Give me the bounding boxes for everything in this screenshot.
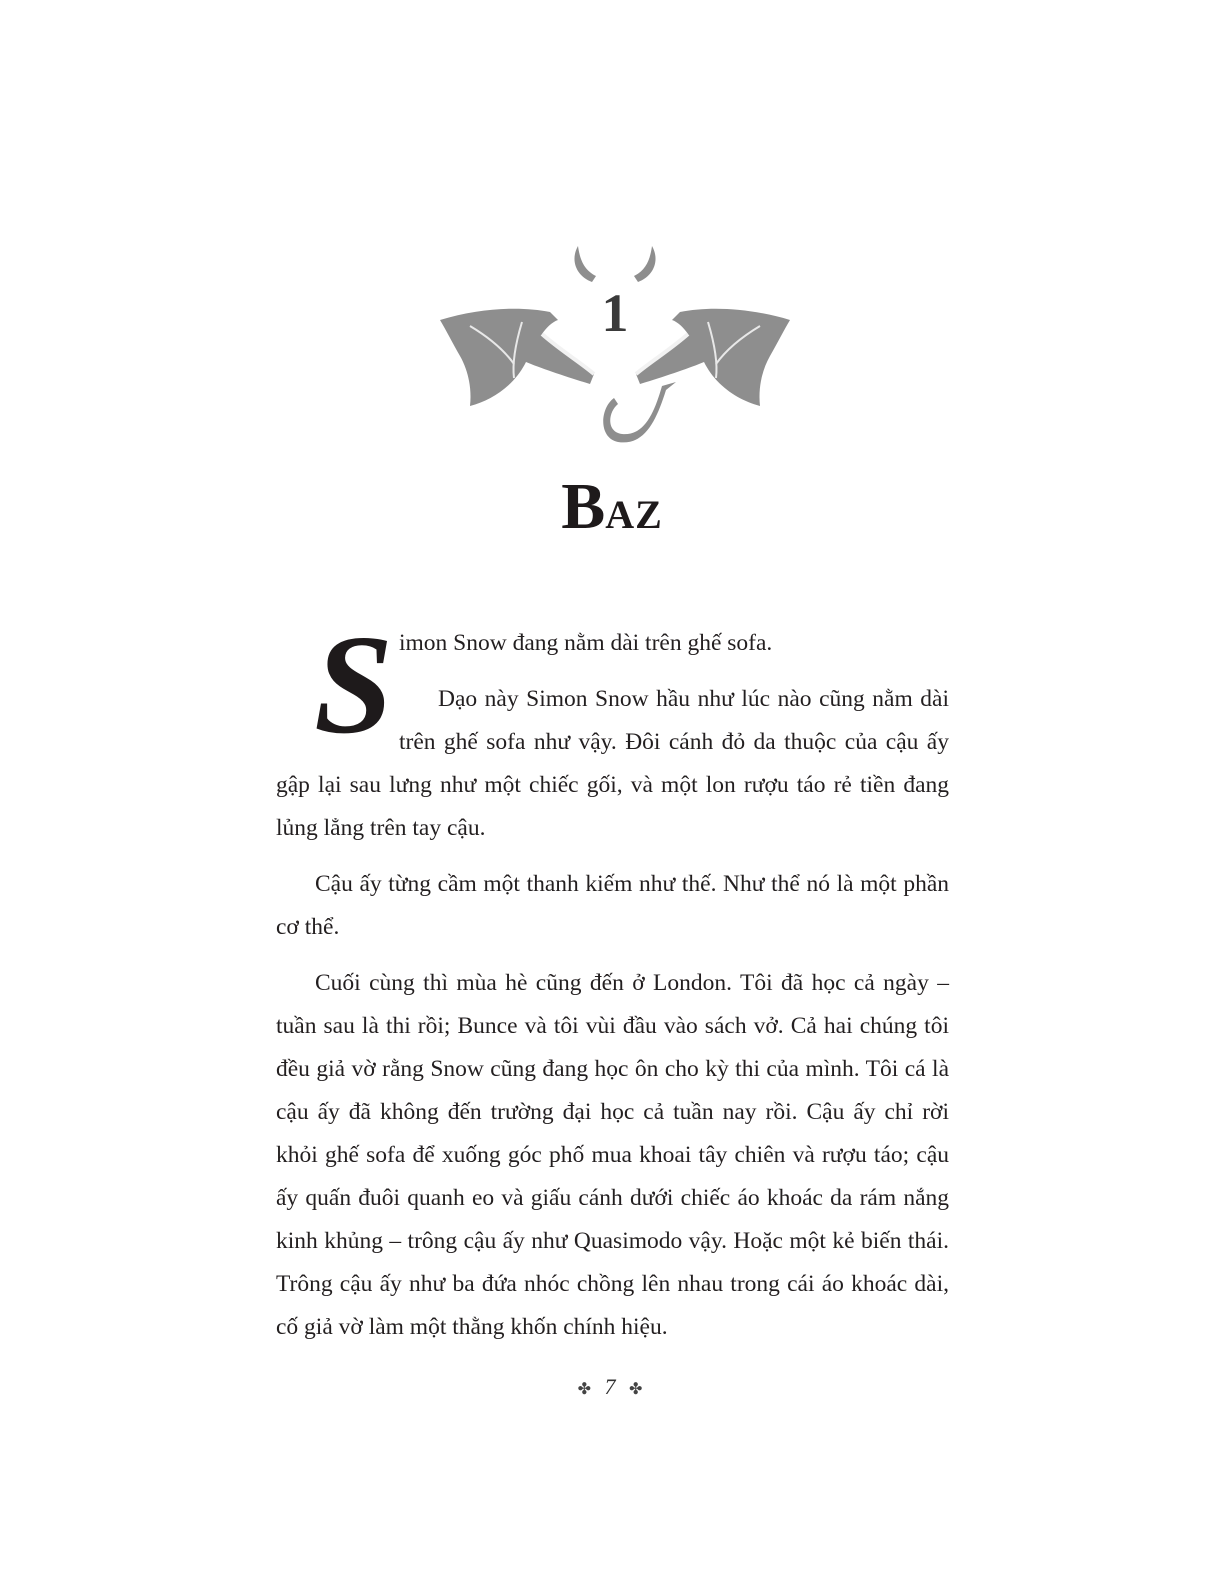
paragraph: Cậu ấy từng cầm một thanh kiếm như thế. Như thể nó là một phần cơ thể. <box>276 871 949 940</box>
chapter-title <box>0 470 1224 543</box>
chapter-title-rest: AZ <box>605 492 663 537</box>
fleuron-right-icon: ✤ <box>629 1381 647 1398</box>
drop-cap: S <box>314 605 393 763</box>
fleuron-left-icon: ✤ <box>577 1381 595 1398</box>
chapter-number: 1 <box>601 283 629 343</box>
devil-wings-icon <box>430 238 800 458</box>
page-number: 7 <box>604 1374 620 1399</box>
chapter-ornament <box>430 238 800 458</box>
paragraph: Cuối cùng thì mùa hè cũng đến ở London. Tôi đã học cả ngày – tuần sau là thi rồi; Bunce và tôi vùi đầu vào sách vở. Cả hai chúng tôi đều giả vờ rằng Snow cũng đang học ôn cho kỳ thi của mình. Tôi cá là cậu ấy đã không đến trường đại học cả tuần nay rồi. Cậu ấy chỉ rời khỏi ghế sofa để xuống góc phố mua khoai tây chiên và rượu táo; cậu ấy quấn đuôi quanh eo và giấu cánh dưới chiếc áo khoác da rám nắng kinh khủng – trông cậu ấy như Quasimodo vậy. Hoặc một kẻ biến thái. Trông cậu ấy như ba đứa nhóc chồng lên nhau trong cái áo khoác dài, cố giả vờ làm một thằng khốn chính hiệu. <box>276 970 949 1340</box>
page-footer <box>0 1374 1224 1400</box>
paragraph: Dạo này Simon Snow hầu như lúc nào cũng nằm dài trên ghế sofa như vậy. Đôi cánh đỏ da thuộc của cậu ấy gập lại sau lưng như một chiếc gối, và một lon rượu táo rẻ tiền đang lủng lẳng trên tay cậu. <box>276 686 949 841</box>
body-text <box>276 605 949 1362</box>
paragraph: imon Snow đang nằm dài trên ghế sofa. <box>398 630 773 656</box>
chapter-title-initial: B <box>561 470 606 543</box>
